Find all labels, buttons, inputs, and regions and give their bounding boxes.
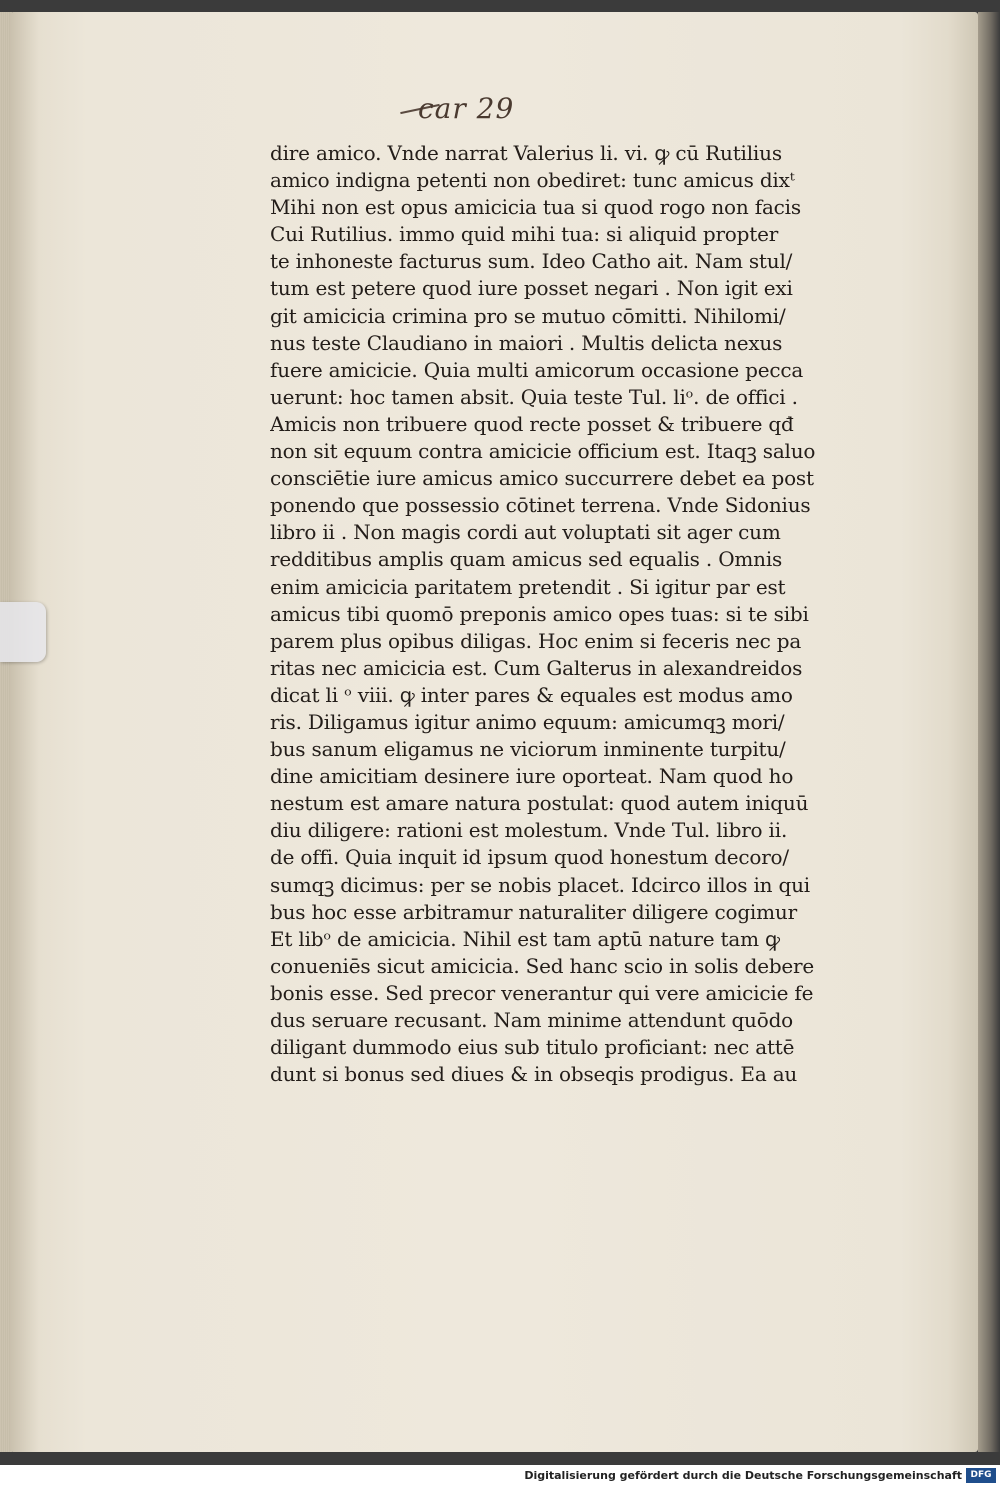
text-line: Mihi non est opus amicicia tua si quod rogo non facis	[270, 195, 801, 220]
text-line: bonis esse. Sed precor venerantur qui vere amicicie fe	[270, 980, 814, 1005]
dfg-logo: DFG	[966, 1468, 996, 1483]
text-line: diu diligere: rationi est molestum. Vnde Tul. libro ii.	[270, 818, 788, 843]
text-line: libro ii . Non magis cordi aut voluptati sit ager cum	[270, 520, 781, 545]
text-line: amico indigna petenti non obediret: tunc amicus dixᵗ	[270, 168, 795, 193]
text-line: dus seruare recusant. Nam minime attendunt quōdo	[270, 1008, 794, 1032]
text-line: Cui Rutilius. immo quid mihi tua: si aliquid propter	[270, 222, 779, 247]
folio-number: car 29	[418, 92, 515, 125]
text-line: Et libᵒ de amicicia. Nihil est tam aptū nature tam ꝙ	[270, 926, 780, 951]
text-line: bus hoc esse arbitramur naturaliter diligere cogimur	[270, 899, 797, 924]
text-line: git amicicia crimina pro se mutuo cōmitti. Nihilomi/	[270, 303, 786, 328]
text-line: nus teste Claudiano in maiori . Multis delicta nexus	[270, 330, 783, 355]
text-line: dire amico. Vnde narrat Valerius li. vi. ꝙ cū Rutilius	[270, 141, 782, 165]
text-line: fuere amicicie. Quia multi amicorum occasione pecca	[270, 357, 804, 382]
text-line: de offi. Quia inquit id ipsum quod honestum decoro/	[270, 845, 789, 870]
text-line: conueniēs sicut amicicia. Sed hanc scio in solis debere	[270, 953, 815, 978]
text-line: ritas nec amicicia est. Cum Galterus in alexandreidos	[270, 655, 803, 680]
text-line: bus sanum eligamus ne viciorum inminente turpitu/	[270, 737, 786, 762]
text-line: ris. Diligamus igitur animo equum: amicumqꝫ mori/	[270, 709, 785, 734]
text-line: sumqꝫ dicimus: per se nobis placet. Idcirco illos in qui	[270, 872, 810, 897]
text-line: dunt si bonus sed diues & in obseqis prodigus. Ea au	[270, 1062, 798, 1087]
text-line: te inhoneste facturus sum. Ideo Catho ait. Nam stul/	[270, 249, 793, 274]
book-gutter	[978, 12, 1000, 1452]
text-line: Amicis non tribuere quod recte posset & tribuere qđ	[270, 411, 794, 436]
text-line: ponendo que possessio cōtinet terrena. Vnde Sidonius	[270, 493, 811, 518]
text-line: nestum est amare natura postulat: quod autem iniquū	[270, 791, 809, 816]
text-line: tum est petere quod iure posset negari . Non igit exi	[270, 276, 793, 301]
text-line: dine amicitiam desinere iure oporteat. Nam quod ho	[270, 764, 794, 789]
text-line: non sit equum contra amicicie officium est. Itaqꝫ saluo	[270, 439, 816, 464]
text-line: diligant dummodo eius sub titulo proficiant: nec attē	[270, 1035, 795, 1060]
text-line: enim amicicia paritatem pretendit . Si igitur par est	[270, 574, 786, 599]
text-line: uerunt: hoc tamen absit. Quia teste Tul. liᵒ. de offici .	[270, 384, 798, 409]
body-text	[270, 140, 830, 1088]
text-line: redditibus amplis quam amicus sed equalis . Omnis	[270, 547, 783, 572]
text-line: amicus tibi quomō preponis amico opes tuas: si te sibi	[270, 601, 809, 626]
page-tab-marker	[0, 602, 46, 662]
text-line: parem plus opibus diligas. Hoc enim si feceris nec pa	[270, 628, 802, 653]
text-line: dicat li ᵒ viii. ꝙ inter pares & equales est modus amo	[270, 682, 793, 707]
funding-credit: Digitalisierung gefördert durch die Deutsche Forschungsgemeinschaft	[524, 1469, 962, 1482]
text-line: consciētie iure amicus amico succurrere debet ea post	[270, 466, 814, 491]
